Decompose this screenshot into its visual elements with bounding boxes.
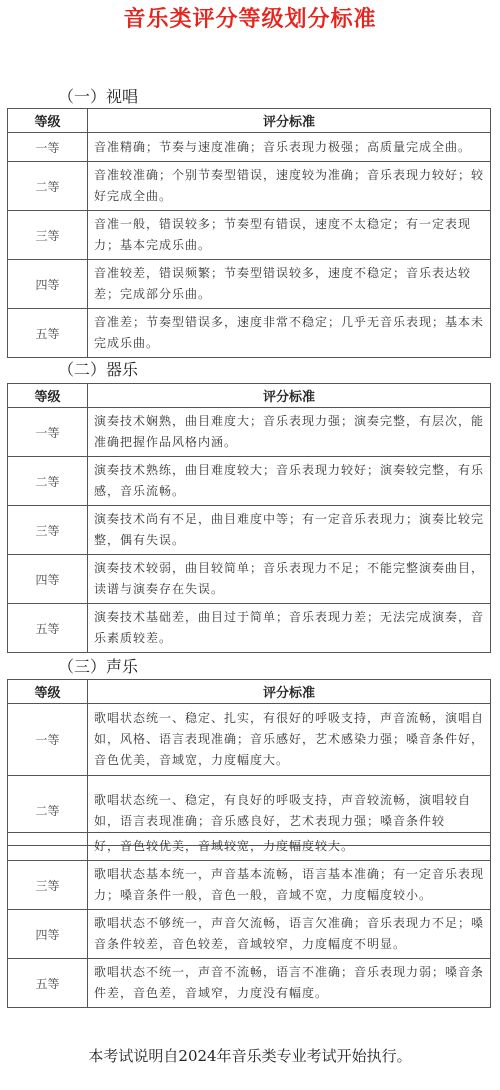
vocal-table xyxy=(7,679,491,846)
grade-level: 三等 xyxy=(8,211,88,260)
table-row xyxy=(8,162,491,211)
grade-criteria: 好，音色较优美，音域较宽，力度幅度较大。 xyxy=(88,833,491,861)
table-row xyxy=(8,959,491,1008)
sight-singing-table xyxy=(7,108,491,358)
table-row xyxy=(8,408,491,457)
grade-level xyxy=(8,833,88,861)
grade-level: 五等 xyxy=(8,959,88,1008)
grade-criteria: 音准一般，错误较多；节奏型有错误，速度不太稳定；有一定表现力；基本完成乐曲。 xyxy=(88,211,491,260)
grade-level: 四等 xyxy=(8,260,88,309)
section-heading-vocal: （三）声乐 xyxy=(58,657,139,676)
table-row xyxy=(8,861,491,910)
table-row xyxy=(8,309,491,358)
table-row xyxy=(8,506,491,555)
section-heading-sight-singing: （一）视唱 xyxy=(58,87,139,106)
grade-criteria: 歌唱状态统一、稳定，有良好的呼吸支持，声音较流畅，演唱较自如，语言表现准确；音乐感良好，艺术表现力强；嗓音条件较 xyxy=(88,776,491,846)
column-header-standard: 评分标准 xyxy=(88,109,491,133)
grade-criteria: 演奏技术尚有不足，曲目难度中等；有一定音乐表现力；演奏比较完整，偶有失误。 xyxy=(88,506,491,555)
table-row xyxy=(8,604,491,653)
footer-note: 本考试说明自2024年音乐类专业考试开始执行。 xyxy=(88,1047,412,1065)
grade-criteria: 音准精确；节奏与速度准确；音乐表现力极强；高质量完成全曲。 xyxy=(88,133,491,162)
table-row xyxy=(8,457,491,506)
section-heading-instrumental: （二）器乐 xyxy=(58,360,139,379)
grade-level: 一等 xyxy=(8,133,88,162)
table-row xyxy=(8,133,491,162)
grade-level: 四等 xyxy=(8,555,88,604)
table-row xyxy=(8,211,491,260)
page-title: 音乐类评分等级划分标准 xyxy=(123,7,377,32)
grade-level: 一等 xyxy=(8,704,88,776)
column-header-level: 等级 xyxy=(8,680,88,704)
table-row xyxy=(8,910,491,959)
grade-level: 二等 xyxy=(8,457,88,506)
table-row xyxy=(8,260,491,309)
grade-level: 二等 xyxy=(8,776,88,846)
grade-criteria: 演奏技术基础差，曲目过于简单；音乐表现力差；无法完成演奏，音乐素质较差。 xyxy=(88,604,491,653)
grade-level: 五等 xyxy=(8,604,88,653)
column-header-level: 等级 xyxy=(8,109,88,133)
column-header-standard: 评分标准 xyxy=(88,680,491,704)
column-header-level: 等级 xyxy=(8,384,88,408)
grade-level: 三等 xyxy=(8,506,88,555)
grade-level: 四等 xyxy=(8,910,88,959)
grade-criteria: 歌唱状态基本统一，声音基本流畅，语言基本准确；有一定音乐表现力；嗓音条件一般，音色一般，音域不宽，力度幅度较小。 xyxy=(88,861,491,910)
grade-criteria: 音准较差，错误频繁；节奏型错误较多，速度不稳定；音乐表达较差；完成部分乐曲。 xyxy=(88,260,491,309)
table-row xyxy=(8,704,491,776)
grade-level: 五等 xyxy=(8,309,88,358)
grade-level: 二等 xyxy=(8,162,88,211)
grade-criteria: 歌唱状态统一、稳定、扎实，有很好的呼吸支持，声音流畅，演唱自如，风格、语言表现准确；音乐感好，艺术感染力强；嗓音条件好，音色优美，音域宽，力度幅度大。 xyxy=(88,704,491,776)
grade-criteria: 演奏技术熟练，曲目难度较大；音乐表现力较好；演奏较完整，有乐感，音乐流畅。 xyxy=(88,457,491,506)
table-row xyxy=(8,833,491,861)
table-header-row xyxy=(8,680,491,704)
instrumental-table xyxy=(7,383,491,653)
table-row xyxy=(8,555,491,604)
grade-criteria: 音准差；节奏型错误多，速度非常不稳定；几乎无音乐表现；基本未完成乐曲。 xyxy=(88,309,491,358)
grade-level: 一等 xyxy=(8,408,88,457)
grade-criteria: 音准较准确；个别节奏型错误，速度较为准确；音乐表现力较好；较好完成全曲。 xyxy=(88,162,491,211)
grade-criteria: 歌唱状态不统一，声音不流畅，语言不准确；音乐表现力弱；嗓音条件差，音色差，音域窄，力度没有幅度。 xyxy=(88,959,491,1008)
grade-level: 三等 xyxy=(8,861,88,910)
table-header-row xyxy=(8,384,491,408)
grade-criteria: 演奏技术较弱，曲目较简单；音乐表现力不足；不能完整演奏曲目，读谱与演奏存在失误。 xyxy=(88,555,491,604)
table-header-row xyxy=(8,109,491,133)
vocal-table-continued xyxy=(7,832,491,1008)
grade-criteria: 歌唱状态不够统一，声音欠流畅，语言欠准确；音乐表现力不足；嗓音条件较差，音色较差，音域较窄，力度幅度不明显。 xyxy=(88,910,491,959)
grade-criteria: 演奏技术娴熟，曲目难度大；音乐表现力强；演奏完整，有层次，能准确把握作品风格内涵。 xyxy=(88,408,491,457)
column-header-standard: 评分标准 xyxy=(88,384,491,408)
